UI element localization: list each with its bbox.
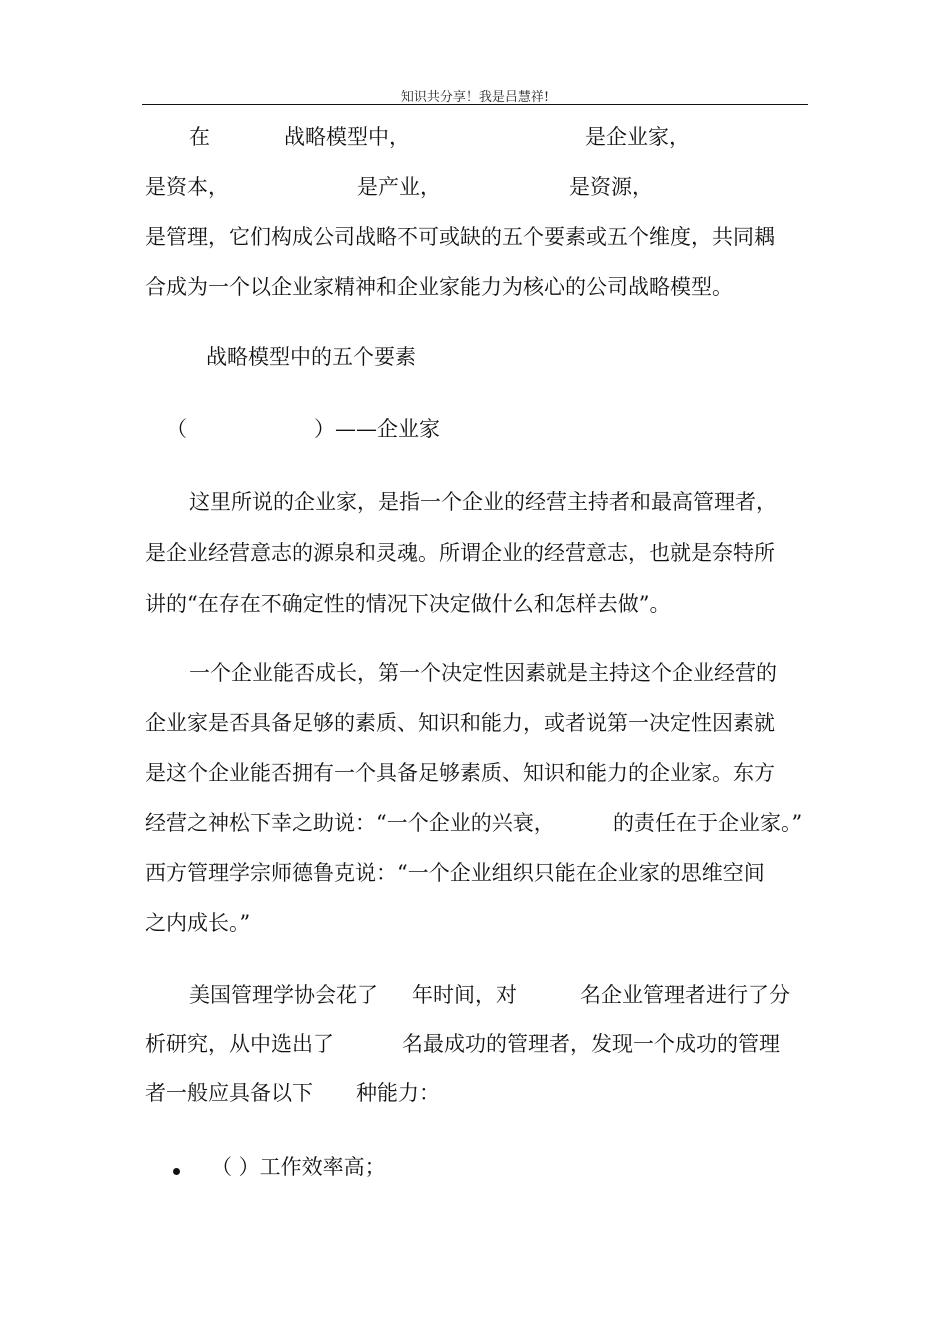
section-title: 战略模型中的五个要素 [206, 345, 416, 369]
bullet-icon [173, 1168, 180, 1175]
para3-fragment: 种能力： [356, 1081, 440, 1105]
intro-fragment: 是企业家， [585, 125, 690, 149]
subsection-title: ）——企业家 [314, 417, 440, 441]
para3-fragment: 名最成功的管理者，发现一个成功的管理 [402, 1032, 780, 1056]
para3-fragment: 析研究，从中选出了 [145, 1032, 334, 1056]
para1-line: 这里所说的企业家，是指一个企业的经营主持者和最高管理者， [189, 490, 777, 514]
para2-line: 之内成长。” [145, 911, 251, 935]
list-item: （ ）工作效率高； [211, 1155, 386, 1179]
intro-line: 是管理，它们构成公司战略不可或缺的五个要素或五个维度，共同耦 [145, 225, 775, 249]
intro-line: 合成为一个以企业家精神和企业家能力为核心的公司战略模型。 [145, 275, 733, 299]
para3-fragment: 年时间，对 [412, 983, 517, 1007]
page-header: 知识共分享！我是吕慧祥! [400, 90, 550, 105]
para2-line: 是这个企业能否拥有一个具备足够素质、知识和能力的企业家。东方 [145, 761, 775, 785]
para2-line: 企业家是否具备足够的素质、知识和能力，或者说第一决定性因素就 [145, 711, 775, 735]
para3-fragment: 名企业管理者进行了分 [580, 983, 790, 1007]
para3-fragment: 美国管理学协会花了 [189, 983, 378, 1007]
para2-fragment: 经营之神松下幸之助说：“一个企业的兴衰， [145, 811, 555, 835]
intro-fragment: 在 [189, 125, 210, 149]
para2-fragment: 的责任在于企业家。” [613, 811, 803, 835]
header-divider [142, 104, 808, 105]
para1-line: 是企业经营意志的源泉和灵魂。所谓企业的经营意志，也就是奈特所 [145, 541, 775, 565]
para3-fragment: 者一般应具备以下 [145, 1081, 313, 1105]
subsection-open-paren: （ [166, 417, 187, 441]
para1-line: 讲的“在存在不确定性的情况下决定做什么和怎样去做”。 [145, 592, 671, 616]
intro-fragment: 战略模型中， [284, 125, 410, 149]
para2-line: 西方管理学宗师德鲁克说：“一个企业组织只能在企业家的思维空间 [145, 861, 765, 885]
intro-fragment: 是资源， [569, 175, 653, 199]
para2-line: 一个企业能否成长，第一个决定性因素就是主持这个企业经营的 [189, 661, 777, 685]
intro-fragment: 是产业， [357, 175, 441, 199]
intro-fragment: 是资本， [145, 175, 229, 199]
